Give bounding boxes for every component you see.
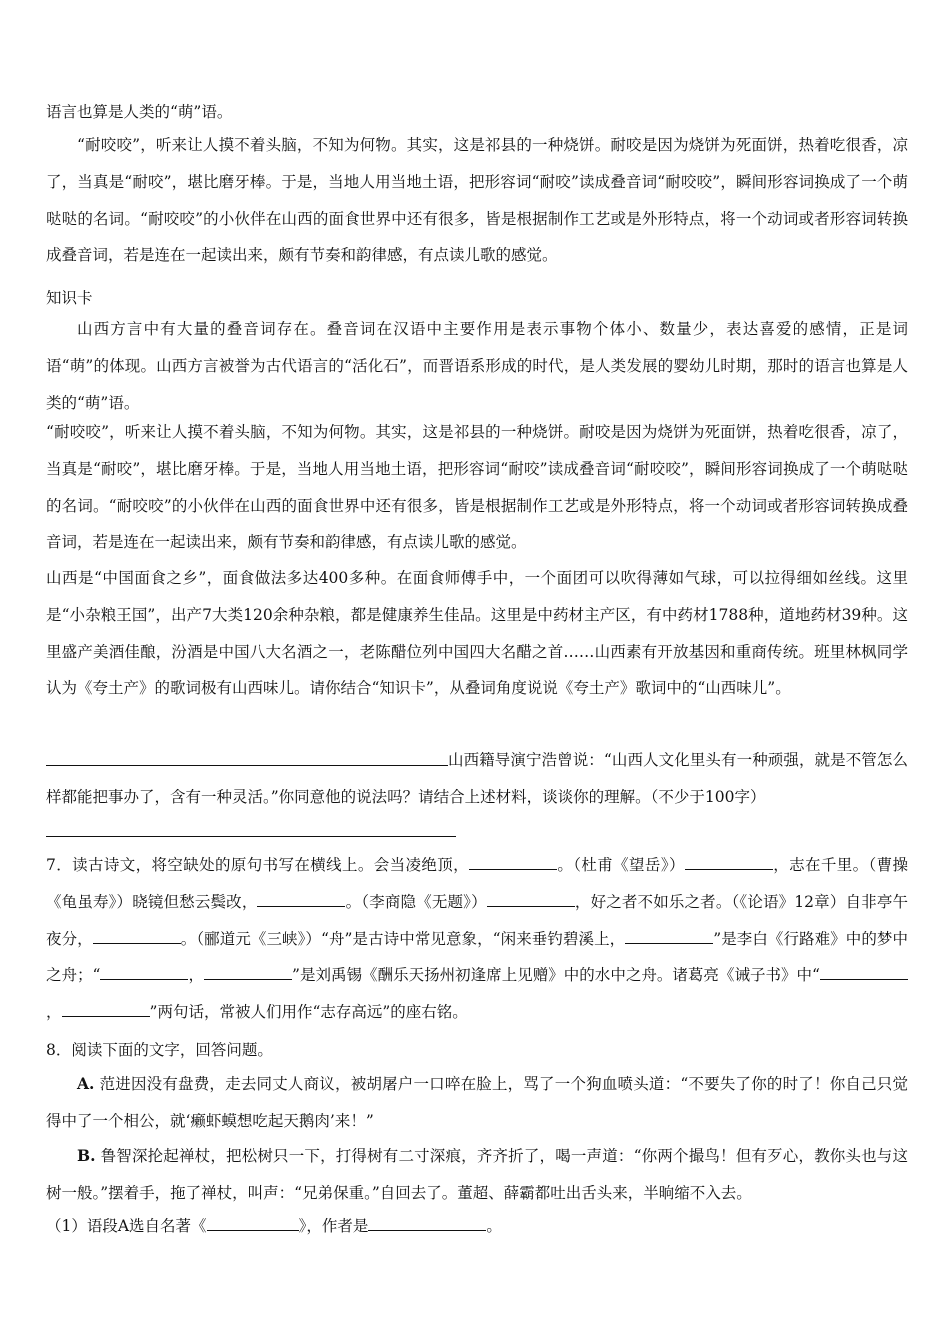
q7-text-9: ”是刘禹锡《酬乐天扬州初逢席上见赠》中的水中之舟。诸葛亮《诫子书》中“ bbox=[292, 966, 820, 985]
knowledge-card-paragraph-2: “耐咬咬”，听来让人摸不着头脑，不知为何物。其实，这是祁县的一种烧饼。耐咬是因为烧饼为死面饼，热着吃很香，凉了，当真是“耐咬”，堪比磨牙棒。于是，当地人用当地土语，把形容词“耐咬”读成叠音词“耐咬咬”，瞬间形容词换成了一个萌哒哒的名词。“耐咬咬”的小伙伴在山西的面食世界中还有很多，皆是根据制作工艺或是外形特点，将一个动词或者形容词转换成叠音词，若是连在一起读出来，颇有节奏和韵律感，有点读儿歌的感觉。 bbox=[46, 423, 908, 552]
q7-text-5: ，好之者不如乐之者。（《论语》12章）自非亭午夜分， bbox=[46, 892, 908, 948]
top-line: 语言也算是人类的“萌”语。 bbox=[46, 103, 233, 121]
q7-text-4: 。（李商隐《无题》） bbox=[345, 892, 487, 911]
knowledge-card-title: 知识卡 bbox=[46, 289, 93, 307]
passage-a-text: 范进因没有盘费，走去同丈人商议，被胡屠户一口啐在脸上，骂了一个狗血喷头道：“不要失了你的时了！你自己只觉得中了一个相公，就‘癞虾蟆想吃起天鹅肉’来！” bbox=[46, 1075, 908, 1130]
q7-blank-6[interactable] bbox=[625, 925, 713, 944]
shanxi-paragraph: 山西是“中国面食之乡”，面食做法多达400多种。在面食师傅手中，一个面团可以吹得薄如气球，可以拉得细如丝线。这里是“小杂粮王国”，出产7大类120余种杂粮，都是健康养生佳品。这里是中药材主产区，有中药材1788种，道地药材39种。这里盛产美酒佳酿，汾酒是中国八大名酒之一，老陈醋位列中国四大名醋之首……山西素有开放基因和重商传统。班里林枫同学认为《夸土产》的歌词极有山西味儿。请你结合“知识卡”，从叠词角度说说《夸土产》歌词中的“山西味儿”。 bbox=[46, 569, 908, 698]
sub1-text-2: 》，作者是 bbox=[298, 1217, 369, 1235]
q7-text-3: ，志在千里。（曹操《龟虽寿》）晓镜但愁云鬓改， bbox=[46, 856, 908, 911]
q7-text-11: ”两句话，常被人们用作“志存高远”的座右铭。 bbox=[149, 1003, 468, 1022]
q7-text-2: 。（杜甫《望岳》） bbox=[557, 856, 685, 874]
q7-blank-10[interactable] bbox=[62, 998, 150, 1017]
question-8-intro: 8．阅读下面的文字，回答问题。 bbox=[46, 1041, 273, 1059]
q7-text-10: ， bbox=[46, 1003, 62, 1022]
q7-blank-7[interactable] bbox=[100, 961, 188, 980]
passage-a-label: A. bbox=[77, 1074, 95, 1093]
passage-a bbox=[46, 1066, 908, 1140]
sub1-text-1: （1）语段A选自名著《 bbox=[46, 1217, 207, 1235]
passage-b-label: B. bbox=[77, 1146, 96, 1165]
passage-b bbox=[46, 1138, 908, 1212]
q7-blank-2[interactable] bbox=[685, 851, 773, 870]
q7-blank-1[interactable] bbox=[469, 851, 557, 870]
question-7 bbox=[46, 847, 908, 1031]
q7-text-6: 。（郦道元《三峡》）“舟”是古诗中常见意象，“闲来垂钓碧溪上， bbox=[180, 929, 626, 948]
passage-b-text: 鲁智深抡起禅杖，把松树只一下，打得树有二寸深痕，齐齐折了，喝一声道：“你两个撮鸟！但有歹心，教你头也与这树一般。”摆着手，拖了禅杖，叫声：“兄弟保重。”自回去了。董超、薛霸都吐出舌头来，半晌缩不入去。 bbox=[46, 1147, 908, 1202]
q7-blank-8[interactable] bbox=[204, 961, 292, 980]
question-8-sub-1 bbox=[46, 1208, 908, 1245]
q7-blank-5[interactable] bbox=[93, 925, 181, 944]
q7-blank-3[interactable] bbox=[257, 888, 345, 907]
answer-line-2[interactable] bbox=[46, 836, 456, 837]
knowledge-card-paragraph-1: 山西方言中有大量的叠音词存在。叠音词在汉语中主要作用是表示事物个体小、数量少，表达喜爱的感情，正是词语“萌”的体现。山西方言被誉为古代语言的“活化石”，而晋语系形成的时代，是人类发展的婴幼儿时期，那时的语言也算是人类的“萌”语。 bbox=[46, 320, 908, 412]
author-blank[interactable] bbox=[368, 1212, 486, 1231]
paragraph-naiyaoyao: “耐咬咬”，听来让人摸不着头脑，不知为何物。其实，这是祁县的一种烧饼。耐咬是因为烧饼为死面饼，热着吃很香，凉了，当真是“耐咬”，堪比磨牙棒。于是，当地人用当地土语，把形容词“耐咬”读成叠音词“耐咬咬”，瞬间形容词换成了一个萌哒哒的名词。“耐咬咬”的小伙伴在山西的面食世界中还有很多，皆是根据制作工艺或是外形特点，将一个动词或者形容词转换成叠音词，若是连在一起读出来，颇有节奏和韵律感，有点读儿歌的感觉。 bbox=[46, 136, 908, 265]
director-quote-question: 山西籍导演宁浩曾说：“山西人文化里头有一种顽强，就是不管怎么样都能把事办了，含有一种灵活。”你同意他的说法吗？请结合上述材料，谈谈你的理解。（不少于100字） bbox=[46, 751, 908, 806]
q7-blank-9[interactable] bbox=[820, 961, 908, 980]
q7-text-1: 7．读古诗文，将空缺处的原句书写在横线上。会当凌绝顶， bbox=[46, 856, 470, 874]
q7-text-7: ”是李白《行路难》中的梦中之舟；“ bbox=[46, 929, 908, 985]
book-title-blank[interactable] bbox=[207, 1212, 299, 1231]
q7-blank-4[interactable] bbox=[487, 888, 575, 907]
q7-text-8: ， bbox=[188, 966, 205, 985]
sub1-text-3: 。 bbox=[486, 1217, 502, 1235]
